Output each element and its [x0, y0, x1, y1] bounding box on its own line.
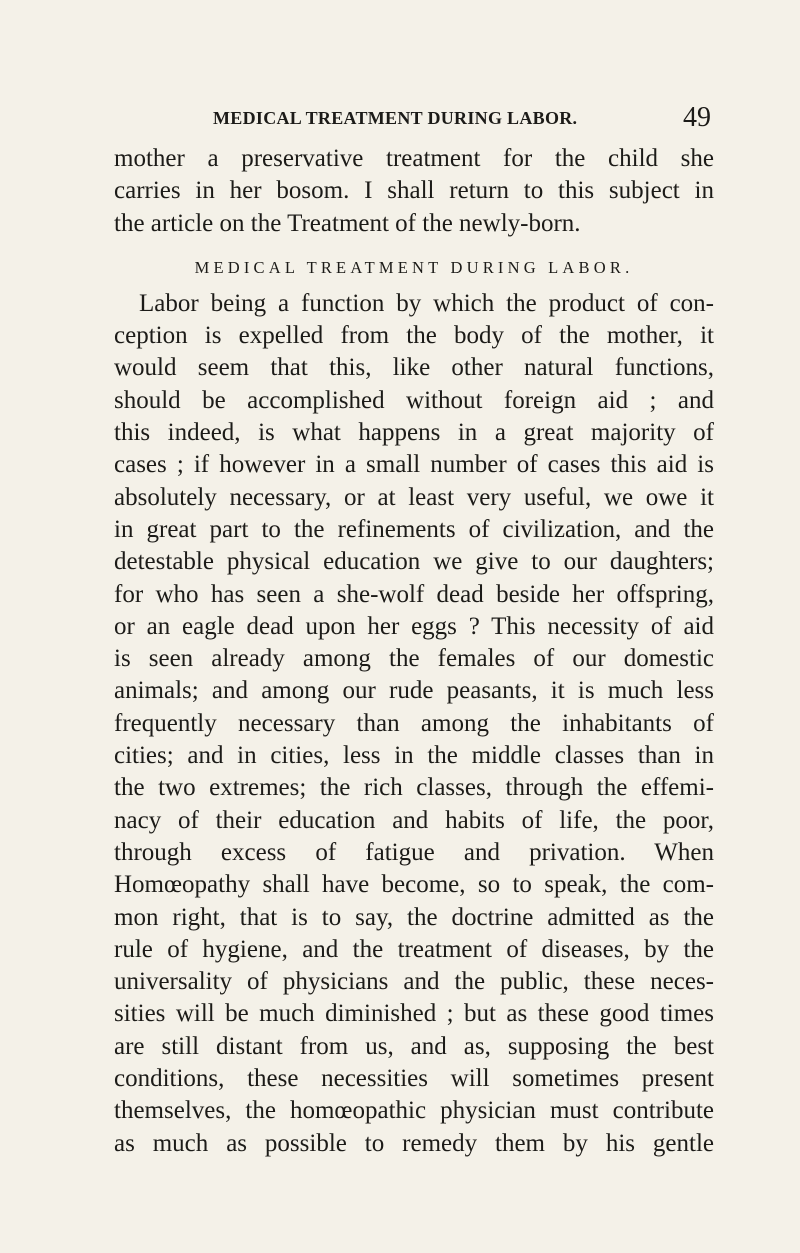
text-line: universality of physicians and the public, these neces-: [114, 968, 714, 996]
text-line: would seem that this, like other natural functions,: [114, 354, 714, 382]
text-line: through excess of fatigue and privation. When: [114, 838, 714, 866]
text-line: is seen already among the females of our domestic: [114, 645, 714, 673]
page-number: 49: [683, 102, 711, 133]
running-title: MEDICAL TREATMENT DURING LABOR.: [213, 108, 578, 128]
text-line: Labor being a function by which the product of con-: [139, 289, 714, 317]
text-line: as much as possible to remedy them by his gentle: [114, 1129, 714, 1157]
text-line: frequently necessary than among the inhabitants of: [114, 709, 714, 737]
text-line: nacy of their education and habits of life, the poor,: [114, 806, 714, 834]
text-line: Homœopathy shall have become, so to speak, the com-: [114, 871, 714, 899]
text-line: are still distant from us, and as, supposing the best: [114, 1032, 714, 1060]
text-line: for who has seen a she-wolf dead beside her offspring,: [114, 580, 714, 608]
text-line: conditions, these necessities will sometimes present: [114, 1065, 714, 1093]
text-line: should be accomplished without foreign aid ; and: [114, 386, 714, 414]
text-line: rule of hygiene, and the treatment of diseases, by the: [114, 935, 714, 963]
text-line: or an eagle dead upon her eggs ? This necessity of aid: [114, 612, 714, 640]
text-line: mon right, that is to say, the doctrine admitted as the: [114, 903, 714, 931]
text-block: [114, 143, 714, 1160]
text-line: in great part to the refinements of civilization, and the: [114, 515, 714, 543]
text-line: detestable physical education we give to our daughters;: [114, 548, 714, 576]
running-head: [213, 104, 711, 134]
text-line: cities; and in cities, less in the middle classes than in: [114, 742, 714, 770]
text-line: themselves, the homœopathic physician must contribute: [114, 1097, 714, 1125]
text-line: cases ; if however in a small number of cases this aid is: [114, 451, 714, 479]
text-line: ception is expelled from the body of the mother, it: [114, 322, 714, 350]
text-line: mother a preservative treatment for the child she: [114, 145, 714, 172]
text-line: carries in her bosom. I shall return to this subject in: [114, 177, 714, 205]
text-line: the two extremes; the rich classes, through the effemi-: [114, 774, 714, 802]
text-line: this indeed, is what happens in a great majority of: [114, 419, 714, 447]
text-line: animals; and among our rude peasants, it is much less: [114, 677, 714, 705]
text-line: sities will be much diminished ; but as these good times: [114, 1000, 714, 1028]
text-line: absolutely necessary, or at least very useful, we owe it: [114, 483, 714, 511]
text-line: the article on the Treatment of the newly-born.: [114, 209, 581, 237]
section-heading: MEDICAL TREATMENT DURING LABOR.: [194, 257, 634, 277]
